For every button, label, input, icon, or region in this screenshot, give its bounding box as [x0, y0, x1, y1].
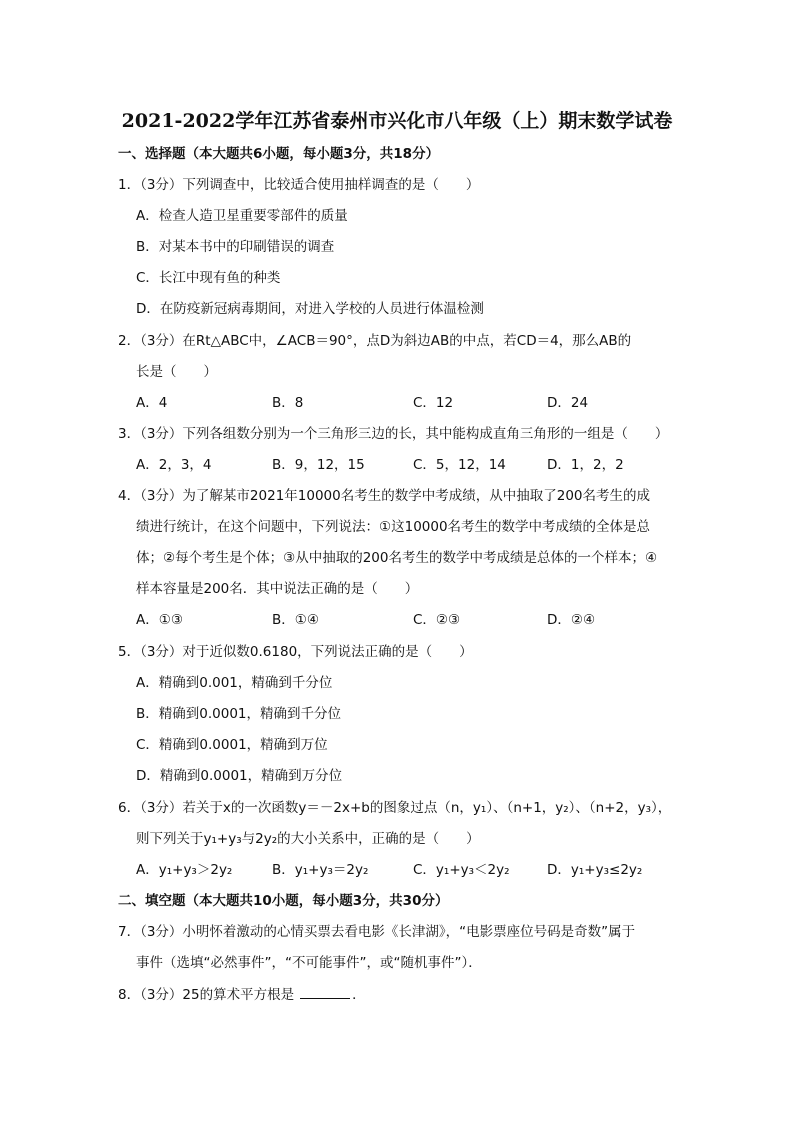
question-8-stem: 8．（3分）25的算术平方根是 [118, 987, 295, 1003]
question-6-option-d: D．y₁+y₃≤2y₂ [547, 862, 643, 878]
section-heading-choice: 一、选择题（本大题共6小题，每小题3分，共18分） [118, 146, 440, 162]
question-8-end: ． [352, 987, 366, 1003]
question-3-option-d: D．1，2，2 [547, 457, 624, 473]
question-2-stem: 2．（3分）在Rt△ABC中，∠ACB＝90°，点D为斜边AB的中点，若CD＝4，那么AB的 [118, 333, 632, 349]
question-6-stem-cont: 则下列关于y₁+y₃与2y₂的大小关系中，正确的是（ ） [136, 831, 480, 847]
question-6-option-a: A．y₁+y₃＞2y₂ [136, 862, 233, 878]
question-5-stem: 5．（3分）对于近似数0.6180，下列说法正确的是（ ） [118, 644, 473, 660]
question-3-option-c: C．5，12，14 [413, 457, 506, 473]
question-4-option-d: D．②④ [547, 612, 596, 628]
question-2-option-c: C．12 [413, 395, 454, 411]
question-3-option-b: B．9，12，15 [272, 457, 365, 473]
question-1-option-b: B．对某本书中的印刷错误的调查 [136, 239, 335, 255]
question-7-stem: 7．（3分）小明怀着激动的心情买票去看电影《长津湖》，“电影票座位号码是奇数”属于 [118, 924, 636, 940]
question-5-option-c: C．精确到0.0001，精确到万位 [136, 737, 328, 753]
question-4-stem-cont: 体；②每个考生是个体；③从中抽取的200名考生的数学中考成绩是总体的一个样本；④ [136, 550, 658, 566]
question-1-stem: 1．（3分）下列调查中，比较适合使用抽样调查的是（ ） [118, 177, 480, 193]
question-4-stem-cont: 绩进行统计，在这个问题中，下列说法：①这10000名考生的数学中考成绩的全体是总 [136, 519, 651, 535]
question-5-option-b: B．精确到0.0001，精确到千分位 [136, 706, 341, 722]
question-4-option-b: B．①④ [272, 612, 319, 628]
question-5-option-d: D．精确到0.0001，精确到万分位 [136, 768, 343, 784]
question-1-option-a: A．检查人造卫星重要零部件的质量 [136, 208, 348, 224]
question-2-option-d: D．24 [547, 395, 589, 411]
question-8 [118, 986, 366, 1004]
section-heading-fill-in: 二、填空题（本大题共10小题，每小题3分，共30分） [118, 893, 449, 909]
question-4-option-a: A．①③ [136, 612, 183, 628]
question-3-stem: 3．（3分）下列各组数分别为一个三角形三边的长，其中能构成直角三角形的一组是（ ） [118, 426, 669, 442]
question-2-option-a: A．4 [136, 395, 168, 411]
question-2-stem-cont: 长是（ ） [136, 364, 217, 380]
question-4-stem: 4．（3分）为了解某市2021年10000名考生的数学中考成绩，从中抽取了200名考生的成 [118, 488, 650, 504]
question-6-option-b: B．y₁+y₃＝2y₂ [272, 862, 369, 878]
question-2-option-b: B．8 [272, 395, 304, 411]
question-3-option-a: A．2，3，4 [136, 457, 212, 473]
question-5-option-a: A．精确到0.001，精确到千分位 [136, 675, 333, 691]
answer-blank [300, 986, 350, 999]
question-1-option-c: C．长江中现有鱼的种类 [136, 270, 281, 286]
question-6-option-c: C．y₁+y₃＜2y₂ [413, 862, 510, 878]
question-1-option-d: D．在防疫新冠病毒期间，对进入学校的人员进行体温检测 [136, 301, 484, 317]
question-7-stem-cont: 事件（选填“必然事件”，“不可能事件”，或“随机事件”）． [136, 955, 482, 971]
question-4-stem-cont: 样本容量是200名．其中说法正确的是（ ） [136, 581, 419, 597]
page-title: 2021-2022学年江苏省泰州市兴化市八年级（上）期末数学试卷 [121, 110, 673, 132]
question-4-option-c: C．②③ [413, 612, 461, 628]
question-6-stem: 6．（3分）若关于x的一次函数y＝－2x+b的图象过点（n，y₁）、（n+1，y₂）、（n+2，y₃）， [118, 800, 672, 816]
